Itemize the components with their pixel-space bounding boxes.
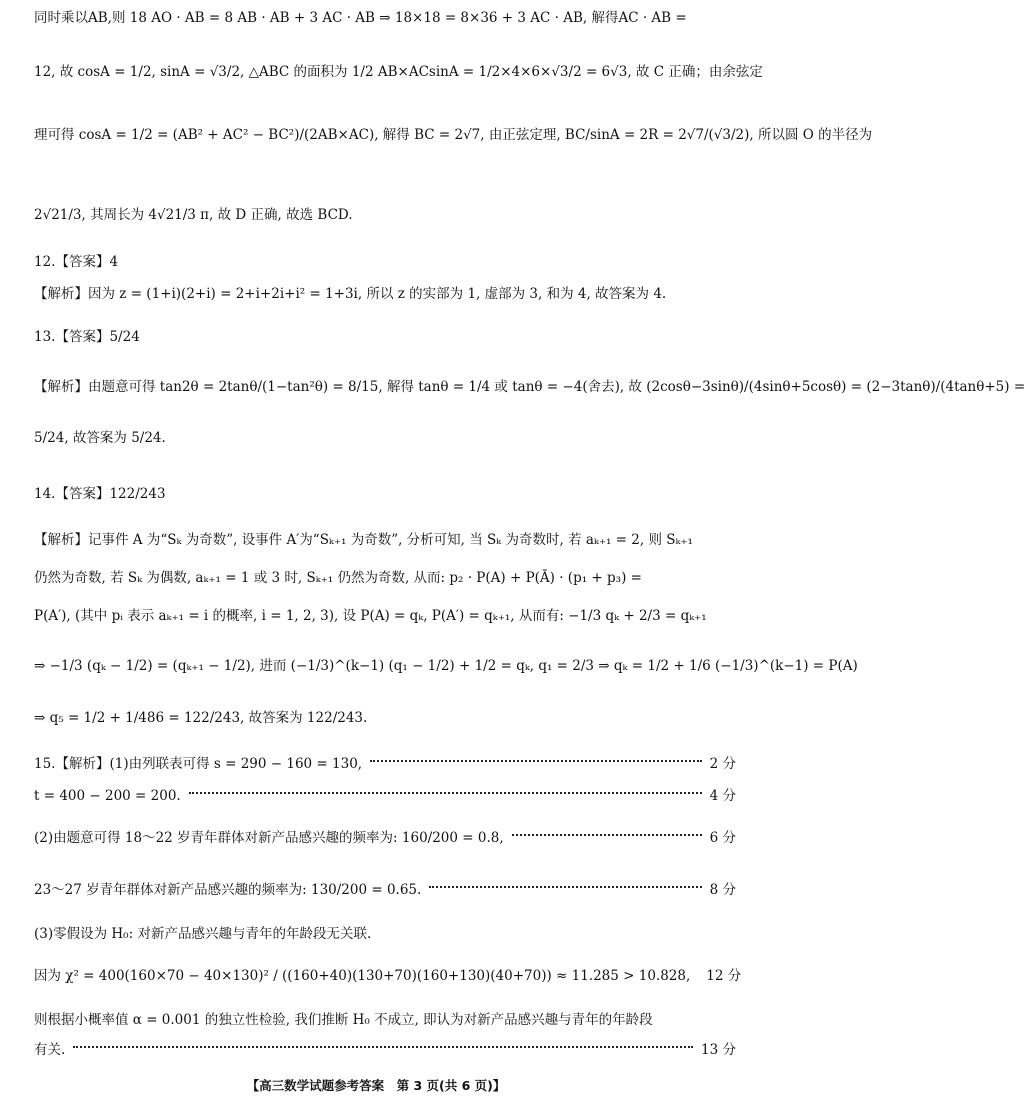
solution-13-line-2: 5/24, 故答案为 5/24. bbox=[34, 430, 166, 446]
leader-dots bbox=[512, 834, 702, 836]
q15-row bbox=[34, 754, 736, 774]
leader-dots bbox=[73, 1046, 693, 1048]
answer-12: 12.【答案】4 bbox=[34, 254, 119, 270]
q15-row bbox=[34, 966, 742, 986]
score-label: 4 分 bbox=[709, 788, 736, 804]
score-label: 13 分 bbox=[701, 1042, 736, 1058]
solution-11-line-2: 12, 故 cosA = 1/2, sinA = √3/2, △ABC 的面积为 1/2 AB×ACsinA = 1/2×4×6×√3/2 = 6√3, 故 C 正确；由余弦定 bbox=[34, 64, 763, 80]
leader-dots bbox=[429, 886, 701, 888]
solution-11-line-4: 2√21/3, 其周长为 4√21/3 π, 故 D 正确, 故选 BCD. bbox=[34, 207, 353, 223]
q15-row-text: 有关. bbox=[34, 1042, 66, 1058]
solution-12: 【解析】因为 z = (1+i)(2+i) = 2+i+2i+i² = 1+3i, 所以 z 的实部为 1, 虚部为 3, 和为 4, 故答案为 4. bbox=[34, 286, 667, 302]
answer-14: 14.【答案】122/243 bbox=[34, 486, 166, 502]
q15-conclusion-line-1: 则根据小概率值 α = 0.001 的独立性检验, 我们推断 H₀ 不成立, 即认为对新产品感兴趣与青年的年龄段 bbox=[34, 1012, 653, 1028]
score-label: 2 分 bbox=[709, 756, 736, 772]
score-label: 8 分 bbox=[709, 882, 736, 898]
score-label: 12 分 bbox=[706, 968, 742, 984]
solution-14-line-3: P(A′), (其中 pᵢ 表示 aₖ₊₁ = i 的概率, i = 1, 2, 3), 设 P(A) = qₖ, P(A′) = qₖ₊₁, 从而有: −1/3 qₖ + 2/3 = qₖ₊₁ bbox=[34, 608, 707, 624]
answer-13: 13.【答案】5/24 bbox=[34, 329, 140, 345]
solution-14-line-1: 【解析】记事件 A 为“Sₖ 为奇数”, 设事件 A′为“Sₖ₊₁ 为奇数”, 分析可知, 当 Sₖ 为奇数时, 若 aₖ₊₁ = 2, 则 Sₖ₊₁ bbox=[34, 532, 693, 548]
q15-row bbox=[34, 880, 736, 900]
leader-dots bbox=[189, 792, 702, 794]
solution-11-line-1: 同时乘以AB,则 18 AO · AB = 8 AB · AB + 3 AC · AB ⇒ 18×18 = 8×36 + 3 AC · AB, 解得AC · AB = bbox=[34, 10, 687, 26]
q15-row bbox=[34, 828, 736, 848]
q15-row-text: (2)由题意可得 18～22 岁青年群体对新产品感兴趣的频率为: 160/200 = 0.8, bbox=[34, 830, 504, 846]
solution-13-line-1: 【解析】由题意可得 tan2θ = 2tanθ/(1−tan²θ) = 8/15, 解得 tanθ = 1/4 或 tanθ = −4(舍去), 故 (2cosθ−3sinθ)/(4sinθ+5cosθ) = (2−3tanθ)/(4tanθ+5) = bbox=[34, 379, 1025, 395]
page-footer: 【高三数学试题参考答案 第 3 页(共 6 页)】 bbox=[246, 1078, 506, 1093]
solution-14-line-5: ⇒ q₅ = 1/2 + 1/486 = 122/243, 故答案为 122/243. bbox=[34, 710, 368, 726]
solution-11-line-3: 理可得 cosA = 1/2 = (AB² + AC² − BC²)/(2AB×AC), 解得 BC = 2√7, 由正弦定理, BC/sinA = 2R = 2√7/(√3/2), 所以圆 O 的半径为 bbox=[34, 127, 873, 143]
q15-row-text: 15.【解析】(1)由列联表可得 s = 290 − 160 = 130, bbox=[34, 756, 363, 772]
q15-row-text: 23～27 岁青年群体对新产品感兴趣的频率为: 130/200 = 0.65. bbox=[34, 882, 422, 898]
solution-14-line-4: ⇒ −1/3 (qₖ − 1/2) = (qₖ₊₁ − 1/2), 进而 (−1/3)^(k−1) (q₁ − 1/2) + 1/2 = qₖ, q₁ = 2/3 ⇒ qₖ = 1/2 + 1/6 (−1/3)^(k−1) = P(A) bbox=[34, 658, 858, 674]
solution-14-line-2: 仍然为奇数, 若 Sₖ 为偶数, aₖ₊₁ = 1 或 3 时, Sₖ₊₁ 仍然为奇数, 从而: p₂ · P(A) + P(Ā) · (p₁ + p₃) = bbox=[34, 570, 642, 586]
leader-dots bbox=[370, 760, 702, 762]
score-label: 6 分 bbox=[709, 830, 736, 846]
q15-row-text: 因为 χ² = 400(160×70 − 40×130)² / ((160+40)(130+70)(160+130)(40+70)) ≈ 11.285 > 10.828, bbox=[34, 968, 691, 984]
q15-null-hypothesis: (3)零假设为 H₀: 对新产品感兴趣与青年的年龄段无关联. bbox=[34, 926, 372, 942]
q15-row-text: t = 400 − 200 = 200. bbox=[34, 788, 181, 804]
q15-row bbox=[34, 786, 736, 806]
q15-row bbox=[34, 1040, 736, 1060]
